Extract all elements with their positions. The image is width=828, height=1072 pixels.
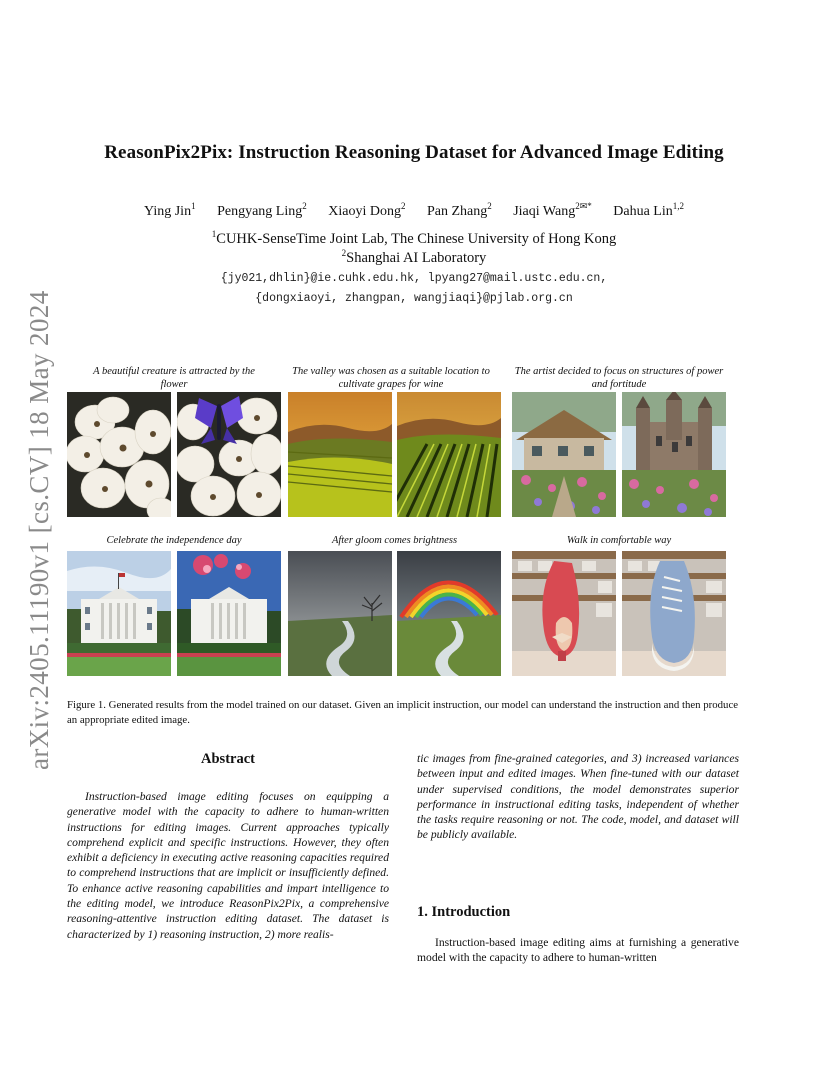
author-list [60,201,768,220]
author-2: Pengyang Ling$^2$ [217,201,307,219]
introduction-heading: 1. Introduction [417,904,511,920]
image-rainbow-edited [397,551,501,676]
email-line-1: {jy021,dhlin}@ie.cuhk.edu.hk, lpyang27@mail.ustc.edu.cn, [220,272,608,285]
author-6: Dahua Lin$^{1,2}$ [613,201,684,219]
author-1: Ying Jin$^1$ [144,201,196,219]
image-gloom-input [288,551,392,676]
image-sneaker-edited [622,551,726,676]
arxiv-stamp: arXiv:2405.11190v1 [cs.CV] 18 May 2024 [24,290,54,770]
abstract-text-left: Instruction-based image editing focuses on equipping a generative model with the capacity to adhere to human-written instructions for editing images. Current approaches typically comprehend explicit and specific instructions. However, they often exhibit a deficiency in executing active reasoning capacities required to comprehend instructions that are implicit or insufficiently defined. To enhance active reasoning capabilities and impart intelligence to the editing model, we introduce ReasonPix2Pix, a comprehensive reasoning-attentive instruction editing dataset. The dataset is characterized by 1) reasoning instruction, 2) more realis- [67,790,389,941]
email-line-2: {dongxiaoyi, zhangpan, wangjiaqi}@pjlab.org.cn [255,292,573,305]
image-valley-edited [397,392,501,517]
author-3: Xiaoyi Dong$^2$ [328,201,406,219]
figure-caption-flower: A beautiful creature is attracted by the flower [93,366,255,390]
figure-caption-valley: The valley was chosen as a suitable location to cultivate grapes for wine [292,366,490,390]
introduction-text: Instruction-based image editing aims at furnishing a generative model with the capacity to adhere to human-written [417,936,739,965]
author-4: Pan Zhang$^2$ [426,201,492,219]
image-whitehouse-fireworks-edited [177,551,281,676]
image-cottage-input [512,392,616,517]
paper-title: ReasonPix2Pix: Instruction Reasoning Dataset for Advanced Image Editing [104,142,724,163]
image-flowers-edited [177,392,281,517]
affiliation-1: $^1$CUHK-SenseTime Joint Lab, The Chinese University of Hong Kong [211,229,617,247]
affiliation-2: $^2$Shanghai AI Laboratory [341,248,487,266]
image-whitehouse-input [67,551,171,676]
figure-caption-structures: The artist decided to focus on structures of power and fortitude [514,366,724,390]
abstract-heading: Abstract [201,751,255,767]
image-valley-input [288,392,392,517]
figure-caption-walk: Walk in comfortable way [566,535,672,546]
figure-caption-gloom: After gloom comes brightness [331,535,458,546]
figure-1-caption: Figure 1. Generated results from the model trained on our dataset. Given an implicit instruction, our model can understand the instruction and then produce an appropriate edited image. [67,699,739,726]
author-5: Jiaqi Wang$^{2✉*}$ [513,201,592,219]
image-flowers-input [67,392,171,517]
image-castle-edited [622,392,726,517]
image-heel-input [512,551,616,676]
abstract-text-right: tic images from fine-grained categories, and 3) increased variances between input and edited images. When fine-tuned with our dataset under supervised conditions, the model demonstrates superior performance in instructional editing tasks, independent of whether the tasks require reasoning or not. The code, model, and dataset will be publicly available. [417,752,739,842]
figure-caption-independence: Celebrate the independence day [106,535,242,546]
